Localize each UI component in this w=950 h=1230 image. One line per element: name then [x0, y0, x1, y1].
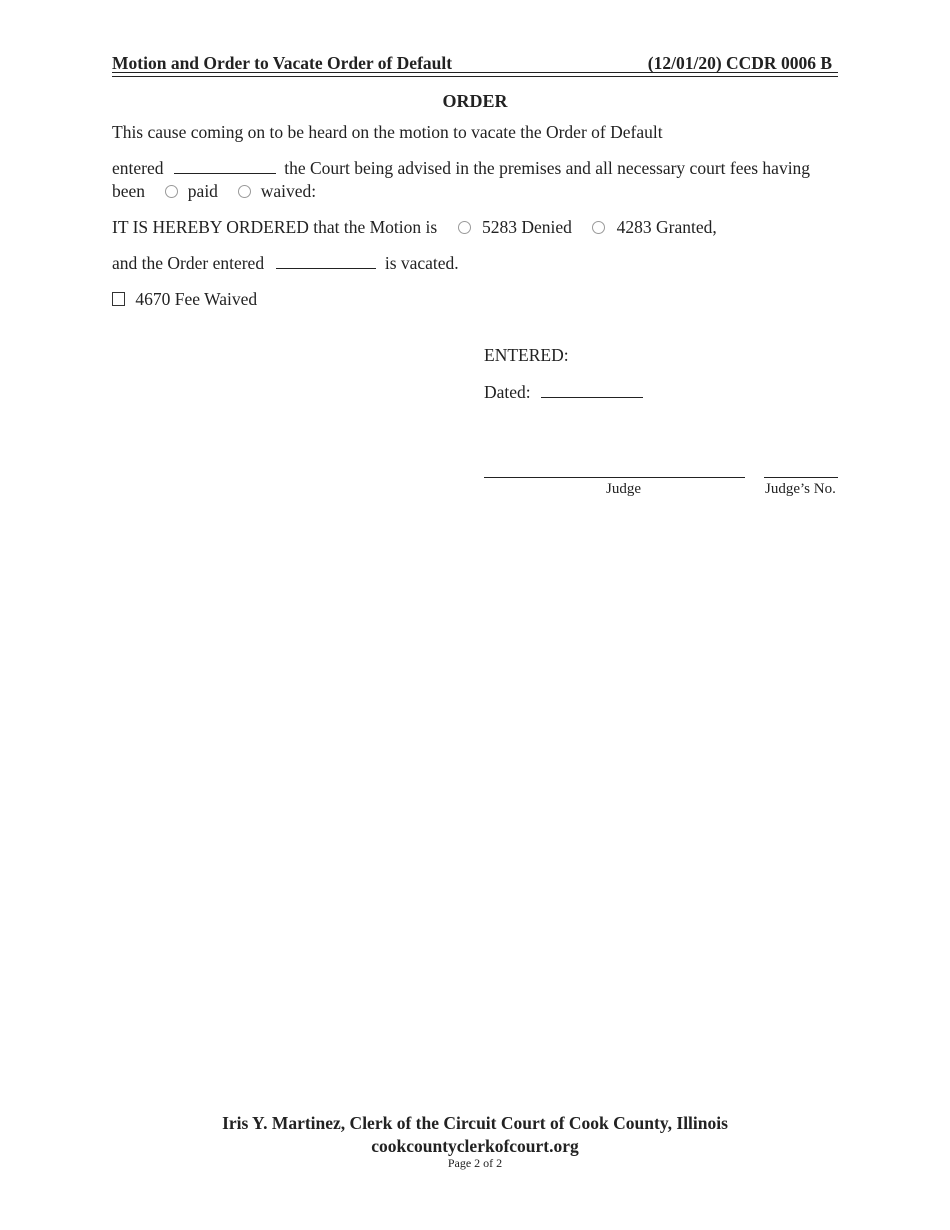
page-number: Page 2 of 2	[447, 1156, 503, 1170]
order-entered-date-field[interactable]	[276, 254, 376, 269]
fee-waived-line	[112, 289, 257, 310]
dated-field[interactable]	[541, 383, 643, 398]
judge-signature-line[interactable]	[484, 477, 745, 478]
fees-line	[112, 181, 316, 202]
fee-waived-label: 4670 Fee Waived	[135, 289, 258, 309]
vacated-prefix: and the Order entered	[112, 253, 265, 273]
granted-label: 4283 Granted,	[616, 217, 717, 237]
order-intro-text: This cause coming on to be heard on the motion to vacate the Order of Default	[112, 122, 663, 142]
denied-label: 5283 Denied	[481, 217, 572, 237]
header-rule-bottom	[112, 76, 838, 77]
footer-clerk: Iris Y. Martinez, Clerk of the Circuit Court of Cook County, Illinois	[222, 1113, 728, 1133]
judge-number-label: Judge’s No.	[765, 481, 836, 497]
fee-waived-checkbox[interactable]	[112, 292, 125, 306]
dated-label: Dated:	[484, 382, 531, 402]
header-rule-top	[112, 72, 838, 73]
form-code: (12/01/20) CCDR 0006 B	[647, 53, 832, 73]
paid-radio[interactable]	[165, 185, 178, 198]
granted-radio[interactable]	[592, 221, 605, 234]
been-label: been	[112, 181, 146, 201]
entered-heading: ENTERED:	[484, 345, 569, 365]
judge-number-line[interactable]	[764, 477, 838, 478]
denied-radio[interactable]	[458, 221, 471, 234]
paid-label: paid	[187, 181, 218, 201]
entered-label: entered	[112, 158, 164, 178]
dated-line	[484, 382, 643, 403]
vacated-line	[112, 253, 459, 274]
vacated-suffix: is vacated.	[384, 253, 459, 273]
waived-radio[interactable]	[238, 185, 251, 198]
order-intro-line	[112, 122, 663, 143]
footer-website: cookcountyclerkofcourt.org	[371, 1136, 579, 1156]
entered-line	[112, 158, 810, 179]
ordered-text: IT IS HEREBY ORDERED that the Motion is	[112, 217, 438, 237]
court-advised-text: the Court being advised in the premises and all necessary court fees having	[284, 158, 811, 178]
waived-label: waived:	[260, 181, 317, 201]
order-title: ORDER	[442, 91, 508, 111]
form-title: Motion and Order to Vacate Order of Default	[112, 53, 453, 73]
entered-date-field[interactable]	[174, 159, 276, 174]
judge-label: Judge	[606, 481, 641, 497]
ordered-line	[112, 217, 717, 238]
